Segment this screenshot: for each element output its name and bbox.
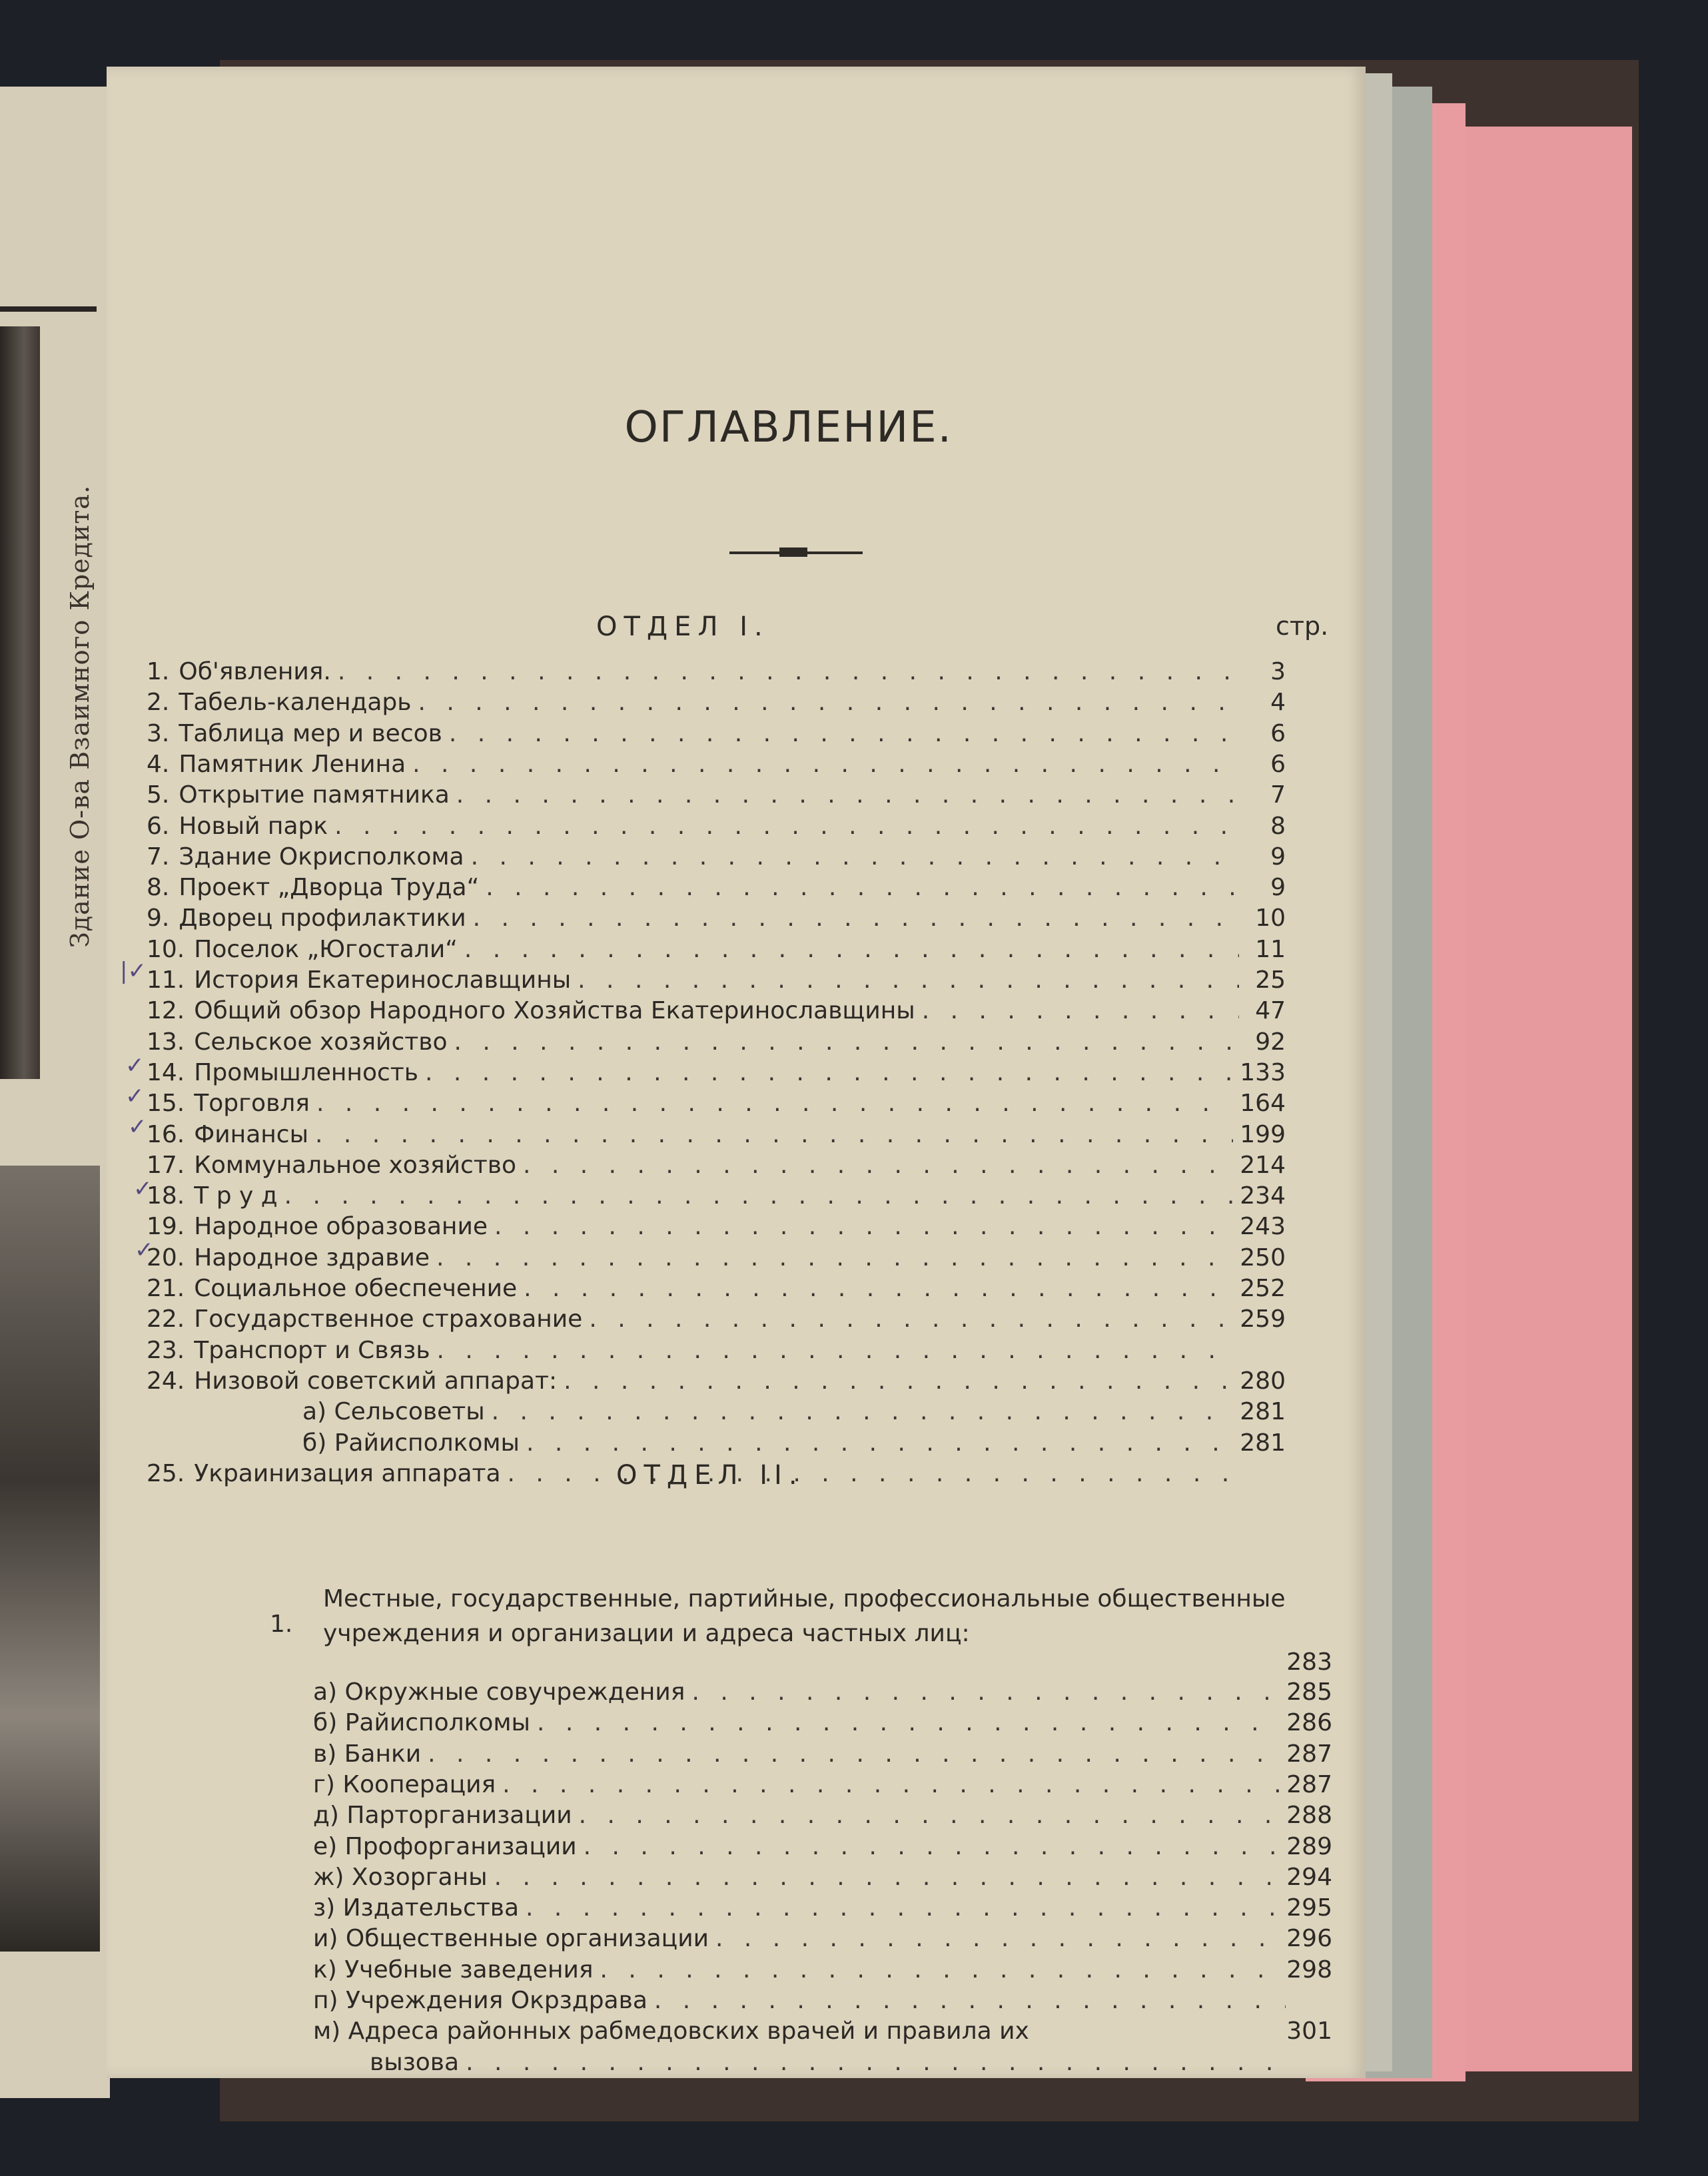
toc-entry-label: Памятник Ленина xyxy=(179,750,406,778)
toc-entry-row xyxy=(147,1367,1286,1398)
toc-entry-row xyxy=(313,1894,1332,1925)
toc-entry-row xyxy=(370,2049,1332,2079)
dot-leader xyxy=(600,1956,1280,1984)
toc-entry-page: 287 xyxy=(1286,1770,1332,1798)
toc-entry-label: Поселок „Югостали“ xyxy=(194,935,458,963)
toc-entry-label: Коммунальное хозяйство xyxy=(194,1151,516,1179)
pencil-check-mark: ✓ xyxy=(135,1237,154,1264)
dot-leader xyxy=(454,1028,1239,1056)
toc-entry-label: г) Кооперация xyxy=(313,1770,496,1798)
toc-entry-row xyxy=(147,1305,1286,1336)
toc-entry-label: Табель-календарь xyxy=(179,689,412,717)
toc-entry-page: 9 xyxy=(1270,874,1286,902)
dot-leader xyxy=(494,1213,1233,1240)
toc-page xyxy=(107,67,1366,2078)
toc-entry-row xyxy=(147,936,1286,966)
toc-entry-page: 287 xyxy=(1286,1740,1332,1768)
toc-entry-row xyxy=(147,874,1286,905)
toc-entry-number: 24. xyxy=(147,1367,185,1395)
dot-leader xyxy=(654,1987,1286,2014)
toc-entry-page: 7 xyxy=(1270,781,1286,809)
toc-entry-row xyxy=(313,1864,1332,1894)
toc-entry-number: 19. xyxy=(147,1213,185,1241)
toc-entry-page: 3 xyxy=(1270,658,1286,685)
toc-entry-label: Т р у д xyxy=(194,1182,278,1210)
toc-entry-number: 18. xyxy=(147,1182,185,1210)
toc-entry-number: 2. xyxy=(147,689,170,717)
dot-leader xyxy=(284,1182,1234,1210)
toc-entry-page: 301 xyxy=(1286,2017,1332,2045)
pencil-check-mark: |✓ xyxy=(120,958,147,984)
toc-entry-page: 286 xyxy=(1286,1709,1332,1737)
pencil-check-mark: ✓ xyxy=(125,1083,145,1110)
toc-entry-number: 15. xyxy=(147,1090,185,1118)
toc-entry-number: 9. xyxy=(147,905,170,932)
dot-leader xyxy=(524,1275,1233,1302)
toc-entry-row xyxy=(313,1956,1332,1987)
toc-entry-row xyxy=(313,1740,1332,1771)
toc-entry-page: 259 xyxy=(1240,1305,1286,1333)
toc-entry-label: Здание Окрисполкома xyxy=(179,843,464,871)
dot-leader xyxy=(456,781,1239,809)
section2-heading: ОТДЕЛ II. xyxy=(616,1460,804,1491)
toc-entry-row xyxy=(147,1275,1286,1305)
toc-entry-page: 6 xyxy=(1270,719,1286,747)
section2-intro-page-row xyxy=(1199,1648,1332,1679)
dot-leader xyxy=(316,1090,1233,1117)
toc-entry-page: 294 xyxy=(1286,1863,1332,1891)
dot-leader xyxy=(473,905,1239,932)
dot-leader xyxy=(537,1709,1280,1736)
section2-intro-page: 283 xyxy=(1286,1648,1332,1676)
toc-entry-row xyxy=(147,720,1286,751)
toc-entry-number: 4. xyxy=(147,750,170,778)
dot-leader xyxy=(526,1429,1233,1457)
toc-entry-row xyxy=(147,905,1286,935)
toc-entry-row xyxy=(147,1152,1286,1182)
toc-entry-page: 199 xyxy=(1240,1120,1286,1148)
toc-entry-number: 14. xyxy=(147,1058,185,1086)
dot-leader xyxy=(494,1864,1280,1891)
left-page-rule xyxy=(0,306,97,312)
toc-entry-number: 21. xyxy=(147,1275,185,1302)
toc-entry-page: 285 xyxy=(1286,1678,1332,1706)
toc-entry-row xyxy=(147,781,1286,812)
toc-entry-label: д) Парторганизации xyxy=(313,1802,572,1830)
section1-heading: ОТДЕЛ I. xyxy=(596,611,769,642)
toc-entry-number: 7. xyxy=(147,843,170,871)
toc-entry-label: в) Банки xyxy=(313,1740,422,1768)
toc-entry-number: 11. xyxy=(147,966,185,994)
toc-entry-label: Промышленность xyxy=(194,1058,418,1086)
toc-entry-row xyxy=(293,1429,1286,1460)
dot-leader xyxy=(315,1121,1233,1148)
title-divider-center xyxy=(779,547,807,557)
dot-leader xyxy=(523,1152,1233,1179)
toc-entry-label: а) Сельсоветы xyxy=(302,1398,485,1426)
toc-entry-number: 12. xyxy=(147,997,185,1025)
toc-entry-page: 281 xyxy=(1240,1429,1286,1457)
toc-entry-number: 5. xyxy=(147,781,170,809)
dot-leader xyxy=(691,1678,1280,1706)
toc-entry-label: История Екатеринославщины xyxy=(194,966,572,994)
toc-entry-label: Социальное обеспечение xyxy=(194,1275,518,1302)
toc-entry-page: 252 xyxy=(1240,1275,1286,1302)
toc-entry-row xyxy=(313,1678,1332,1709)
toc-entry-page: 4 xyxy=(1270,689,1286,717)
dot-leader xyxy=(471,843,1239,871)
toc-entry-label: Торговля xyxy=(194,1090,310,1118)
toc-entry-label: а) Окружные совучреждения xyxy=(313,1678,685,1706)
dot-leader xyxy=(418,689,1240,716)
toc-entry-row xyxy=(313,1771,1332,1802)
toc-entry-label: Об'явления. xyxy=(179,658,331,685)
toc-entry-number: 13. xyxy=(147,1028,185,1056)
toc-entry-number: 25. xyxy=(147,1459,185,1487)
toc-entry-row xyxy=(313,1709,1332,1740)
toc-entry-page: 47 xyxy=(1255,997,1286,1025)
toc-entry-number: 23. xyxy=(147,1336,185,1364)
toc-entry-page: 296 xyxy=(1286,1925,1332,1953)
dot-leader xyxy=(578,966,1239,994)
toc-entry-number: 1. xyxy=(147,658,170,685)
toc-entry-row xyxy=(313,1925,1332,1956)
toc-entry-page: 288 xyxy=(1286,1802,1332,1830)
dot-leader xyxy=(589,1305,1233,1333)
toc-entry-label: п) Учреждения Окрздрава xyxy=(313,1987,647,2014)
dot-leader xyxy=(466,2049,1286,2076)
toc-entry-number: 20. xyxy=(147,1244,185,1271)
toc-entry-row xyxy=(147,689,1286,719)
dot-leader xyxy=(338,658,1239,685)
toc-entry-row xyxy=(147,843,1286,874)
toc-entry-label: ж) Хозорганы xyxy=(313,1863,488,1891)
dot-leader xyxy=(437,1337,1239,1364)
toc-entry-row xyxy=(147,1337,1286,1367)
toc-entry-page: 295 xyxy=(1286,1894,1332,1922)
toc-entry-label: Народное образование xyxy=(194,1213,488,1241)
dot-leader xyxy=(428,1740,1280,1768)
toc-entry-number: 10. xyxy=(147,935,185,963)
toc-entry-row xyxy=(147,997,1286,1028)
toc-entry-page: 6 xyxy=(1270,750,1286,778)
toc-entry-row xyxy=(147,1059,1286,1090)
dot-leader xyxy=(412,751,1239,778)
toc-entry-row xyxy=(147,966,1286,997)
toc-entry-label: Общий обзор Народного Хозяйства Екатеринославщины xyxy=(194,997,915,1025)
dot-leader xyxy=(502,1771,1280,1798)
toc-entry-label: Народное здравие xyxy=(194,1244,430,1271)
toc-entry-page: 9 xyxy=(1270,843,1286,871)
toc-entry-page: 11 xyxy=(1255,935,1286,963)
toc-entry-row xyxy=(313,1987,1332,2017)
toc-entry-label: Низовой советский аппарат: xyxy=(194,1367,558,1395)
toc-entry-number: 8. xyxy=(147,874,170,902)
toc-entry-label: Сельское хозяйство xyxy=(194,1028,448,1056)
toc-entry-label: Финансы xyxy=(194,1120,309,1148)
toc-entry-label: Открытие памятника xyxy=(179,781,450,809)
dot-leader xyxy=(436,1244,1233,1271)
toc-entry-row xyxy=(147,751,1286,781)
toc-entry-row xyxy=(147,1121,1286,1152)
toc-entry-label: Таблица мер и весов xyxy=(179,719,442,747)
pencil-check-mark: ✓ xyxy=(125,1052,145,1079)
toc-entry-row xyxy=(313,1833,1332,1864)
dot-leader xyxy=(715,1925,1280,1952)
dot-leader xyxy=(464,936,1239,963)
section2-intro: Местные, государственные, партийные, профессиональные общественные учреждения и организации и адреса частных лиц: xyxy=(323,1585,1286,1647)
toc-entry-row xyxy=(313,1802,1332,1832)
toc-entry-row xyxy=(147,1090,1286,1120)
page-title: ОГЛАВЛЕНИЕ. xyxy=(624,403,953,452)
toc-entry-label: Проект „Дворца Труда“ xyxy=(179,874,480,902)
left-page-caption: Здание О-ва Взаимного Кредита. xyxy=(65,484,95,948)
dot-leader xyxy=(584,1833,1280,1860)
toc-entry-label: к) Учебные заведения xyxy=(313,1956,594,1984)
toc-entry-page: 281 xyxy=(1240,1398,1286,1426)
left-photo-top xyxy=(0,326,40,1079)
toc-entry-page: 214 xyxy=(1240,1151,1286,1179)
toc-entry-page: 92 xyxy=(1255,1028,1286,1056)
toc-entry-label: е) Профорганизации xyxy=(313,1832,577,1860)
toc-entry-label: Государственное страхование xyxy=(194,1305,583,1333)
toc-entry-page: 10 xyxy=(1255,905,1286,932)
toc-entry-row xyxy=(313,2017,1332,2048)
toc-entry-page: 133 xyxy=(1240,1058,1286,1086)
toc-entry-label: Новый парк xyxy=(179,812,328,840)
dot-leader xyxy=(492,1398,1234,1425)
toc-entry-number: 16. xyxy=(147,1120,185,1148)
toc-entry-page: 8 xyxy=(1270,812,1286,840)
dot-leader xyxy=(922,997,1239,1024)
dot-leader xyxy=(486,874,1239,901)
dot-leader xyxy=(449,720,1239,747)
dot-leader xyxy=(425,1059,1233,1086)
left-photo-bottom xyxy=(0,1166,100,1952)
dot-leader xyxy=(564,1367,1233,1395)
page-column-header: стр. xyxy=(1276,611,1329,641)
toc-entry-page: 25 xyxy=(1255,966,1286,994)
toc-entry-number: 17. xyxy=(147,1151,185,1179)
toc-entry-page: 280 xyxy=(1240,1367,1286,1395)
toc-entry-number: 6. xyxy=(147,812,170,840)
toc-entry-label: м) Адреса районных рабмедовских врачей и правила их xyxy=(313,2017,1029,2045)
toc-entry-row xyxy=(147,813,1286,843)
toc-entry-label: Дворец профилактики xyxy=(179,905,466,932)
toc-entry-row xyxy=(147,1213,1286,1244)
toc-entry-page: 289 xyxy=(1286,1832,1332,1860)
toc-entry-number: 22. xyxy=(147,1305,185,1333)
toc-entry-row xyxy=(147,658,1286,689)
toc-entry-row xyxy=(147,1244,1286,1275)
toc-entry-page: 164 xyxy=(1240,1090,1286,1118)
dot-leader xyxy=(579,1802,1280,1829)
toc-entry-page: 250 xyxy=(1240,1244,1286,1271)
toc-entry-row xyxy=(293,1398,1286,1429)
pencil-check-mark: ✓ xyxy=(133,1176,153,1202)
toc-entry-label: Украинизация аппарата xyxy=(194,1459,501,1487)
toc-entry-label: вызова xyxy=(370,2048,460,2076)
toc-entry-label: з) Издательства xyxy=(313,1894,520,1922)
toc-entry-page: 234 xyxy=(1240,1182,1286,1210)
toc-entry-label: Транспорт и Связь xyxy=(194,1336,430,1364)
dot-leader xyxy=(334,813,1239,840)
section2-intro-number: 1. xyxy=(270,1611,293,1638)
dot-leader xyxy=(526,1894,1280,1922)
toc-entry-label: б) Райисполкомы xyxy=(302,1429,520,1457)
toc-entry-page: 243 xyxy=(1240,1213,1286,1241)
toc-entry-page: 298 xyxy=(1286,1956,1332,1984)
toc-entry-label: б) Райисполкомы xyxy=(313,1709,530,1737)
toc-entry-label: и) Общественные организации xyxy=(313,1925,709,1953)
toc-entry-row xyxy=(147,1028,1286,1059)
toc-entry-number: 3. xyxy=(147,719,170,747)
pencil-check-mark: ✓ xyxy=(128,1114,147,1140)
toc-entry-row xyxy=(147,1182,1286,1213)
